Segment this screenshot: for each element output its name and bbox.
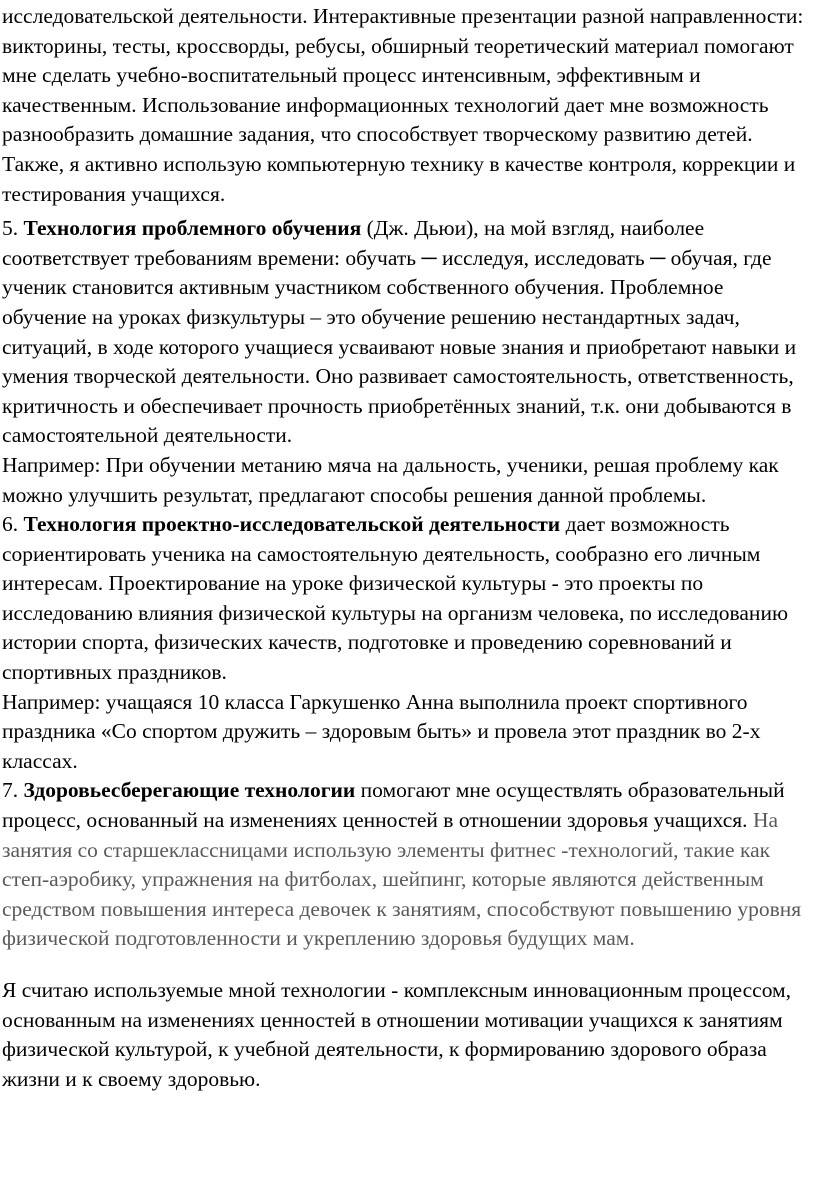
section-5-text: (Дж. Дьюи), на мой взгляд, наиболее соответствует требованиям времени: обучать ─ исследуя, исследовать ─ обучая, где ученик становится активным участником собственного обучения. Проблемное обучение на уроках физкультуры – это обучение решению нестандартных задач, ситуаций, в ходе которого учащиеся усваивают новые знания и приобретают навыки и умения творческой деятельности. Оно развивает самостоятельность, ответственность, критичность и обеспечивает прочность приобретённых знаний, т.к. они добываются в самостоятельной деятельности. [2,216,797,448]
section-5-paragraph [2,214,812,451]
section-5-example: Например: При обучении метанию мяча на дальность, ученики, решая проблему как можно улучшить результат, предлагают способы решения данной проблемы. [2,452,779,507]
section-7-text: помогают мне осуществлять образовательный процесс, основанный на изменениях ценностей в отношении здоровья учащихся. [2,778,785,833]
paragraph-intro: исследовательской деятельности. Интерактивные презентации разной направленности: викторины, тесты, кроссворды, ребусы, обширный теоретический материал помогают мне сделать учебно-воспитательный процесс интенсивным, эффективным и качественным. Использование информационных технологий дает мне возможность разнообразить домашние задания, что способствует творческому развитию детей. Также, я активно использую компьютерную технику в качестве контроля, коррекции и тестирования учащихся. [2,4,804,206]
section-6-number: 6. [2,512,24,537]
section-5-number: 5. [2,216,24,241]
section-5-title: Технология проблемного обучения [23,216,362,241]
section-7-number: 7. [2,778,24,803]
section-7-paragraph [2,776,812,954]
section-6-example: Например: учащаяся 10 класса Гаркушенко Анна выполнила проект спортивного праздника «Со спортом дружить – здоровым быть» и провела этот праздник во 2-х классах. [2,689,761,773]
conclusion-paragraph: Я считаю используемые мной технологии - комплексным инновационным процессом, основанным на изменениях ценностей в отношении мотивации учащихся к занятиям физической культурой, к учебной деятельности, к формированию здорового образа жизни и к своему здоровью. [2,978,792,1091]
section-6-text: дает возможность сориентировать ученика на самостоятельную деятельность, сообразно его личным интересам. Проектирование на уроке физической культуры - это проекты по исследованию влияния физической культуры на организм человека, по исследованию истории спорта, физических качеств, подготовке и проведению соревнований и спортивных праздников. [2,512,789,685]
section-6-paragraph [2,510,812,688]
section-7-title: Здоровьесберегающие технологии [23,778,356,803]
section-6-title: Технология проектно-исследовательской деятельности [23,512,561,537]
section-7-gray-text: На занятия со старшеклассницами использую элементы фитнес -технологий, такие как степ-аэробику, упражнения на фитболах, шейпинг, которые являются действенным средством повышения интереса девочек к занятиям, способствуют повышению уровня физической подготовленности и укреплению здоровья будущих мам. [2,808,802,951]
